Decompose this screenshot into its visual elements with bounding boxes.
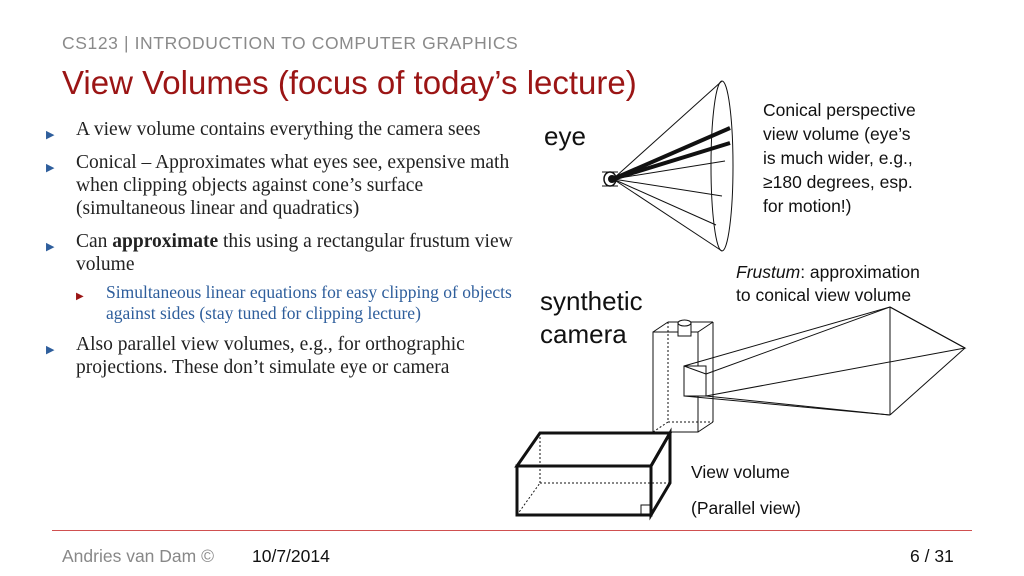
caption-line: to conical view volume	[736, 285, 912, 305]
footer-divider	[52, 530, 972, 531]
parallel-view-volume	[517, 433, 670, 515]
synthetic-label-line: synthetic	[540, 286, 643, 316]
caption-line: view volume (eye’s	[763, 124, 911, 144]
caption-line: Conical perspective	[763, 100, 916, 120]
bullet-text: A view volume contains everything the camera sees	[76, 119, 481, 140]
frustum-rest: : approximation	[800, 262, 920, 282]
bullet-arrow-icon: ▶	[46, 162, 55, 174]
bullet-text-post: this using a rectangular frustum view volume	[76, 231, 513, 275]
sub-bullet-arrow-icon: ▶	[76, 291, 84, 302]
bullet-text: Conical – Approximates what eyes see, expensive math when clipping objects against cone’s surface (simultaneous linear and quadratics)	[76, 152, 510, 219]
footer-date: 10/7/2014	[252, 546, 330, 566]
bullet-text-pre: Can	[76, 231, 113, 252]
bullet-arrow-icon: ▶	[46, 129, 55, 141]
synthetic-camera-label	[540, 285, 643, 351]
sub-bullet-text: Simultaneous linear equations for easy clipping of objects against sides (stay tuned for clipping lecture)	[106, 282, 512, 323]
caption-line: for motion!)	[763, 196, 852, 216]
frustum-caption	[736, 261, 920, 307]
caption-line	[736, 261, 920, 284]
bullet-text-bold: approximate	[112, 231, 219, 252]
eye-icon	[602, 172, 618, 186]
camera-label-line: camera	[540, 319, 627, 349]
footer-author: Andries van Dam ©	[62, 546, 214, 566]
caption-line: is much wider, e.g.,	[763, 148, 913, 168]
bullet-arrow-icon: ▶	[46, 344, 55, 356]
view-volume-label: View volume	[691, 462, 790, 482]
frustum-word: Frustum	[736, 262, 801, 282]
conical-caption	[763, 98, 916, 218]
slide-title: View Volumes (focus of today’s lecture)	[62, 64, 637, 101]
page-number: 6 / 31	[910, 546, 954, 566]
bullet-text: Also parallel view volumes, e.g., for orthographic projections. These don’t simulate eye or camera	[76, 334, 465, 378]
conical-view-volume	[613, 81, 733, 251]
caption-line: ≥180 degrees, esp.	[763, 172, 913, 192]
bullet-arrow-icon: ▶	[46, 241, 55, 253]
parallel-view-label: (Parallel view)	[691, 498, 801, 518]
eye-label: eye	[544, 121, 586, 151]
synthetic-camera-frustum	[653, 307, 965, 432]
course-header: CS123 | INTRODUCTION TO COMPUTER GRAPHICS	[62, 33, 519, 53]
